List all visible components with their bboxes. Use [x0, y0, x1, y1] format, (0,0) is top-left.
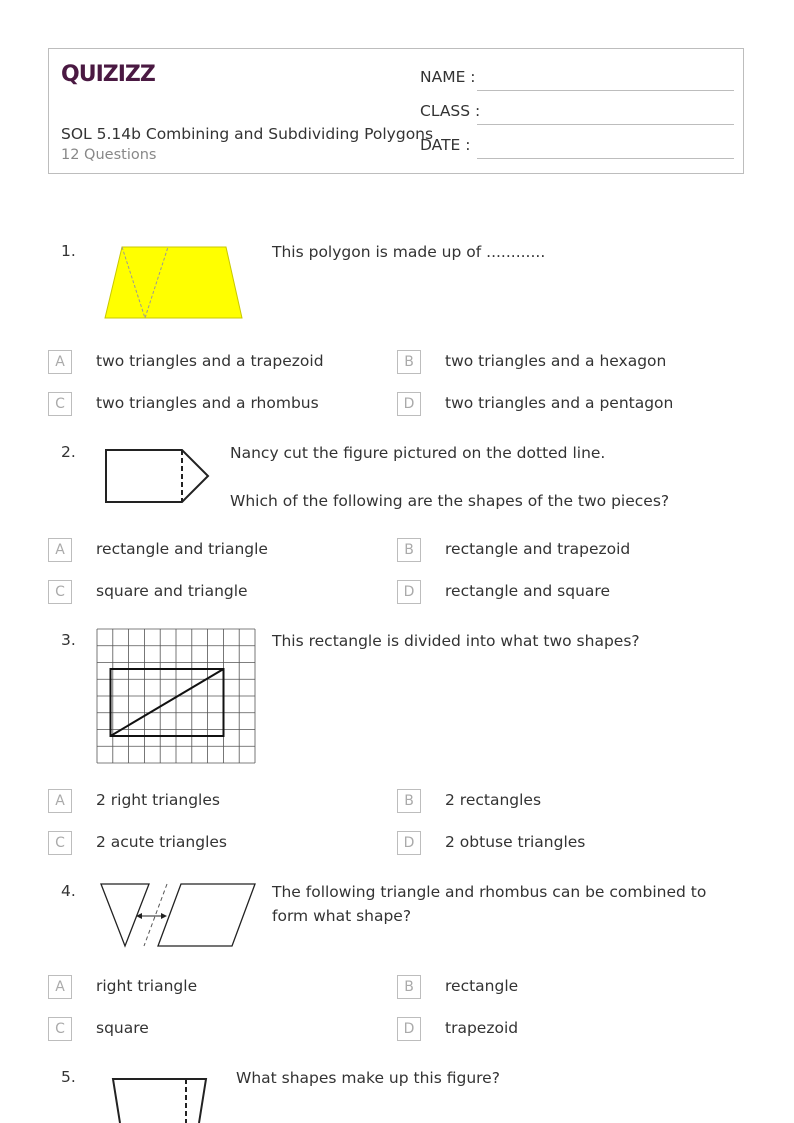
trapezoid-figure	[104, 246, 244, 320]
option-letter[interactable]: D	[397, 1017, 421, 1041]
option-text[interactable]: rectangle and triangle	[96, 540, 268, 558]
name-label: NAME :	[420, 68, 476, 86]
option-text[interactable]: trapezoid	[445, 1019, 519, 1037]
trapezoid-figure-5	[110, 1076, 210, 1123]
option-text[interactable]: two triangles and a trapezoid	[96, 352, 324, 370]
option-text[interactable]: rectangle and trapezoid	[445, 540, 631, 558]
question-number: 4.	[61, 882, 76, 900]
option-letter[interactable]: C	[48, 1017, 72, 1041]
question-number: 1.	[61, 242, 76, 260]
option-letter[interactable]: D	[397, 392, 421, 416]
question-number: 2.	[61, 443, 76, 461]
question-text: Nancy cut the figure pictured on the dotted line.	[230, 444, 606, 462]
option-letter[interactable]: B	[397, 975, 421, 999]
option-letter[interactable]: A	[48, 789, 72, 813]
option-text[interactable]: two triangles and a pentagon	[445, 394, 674, 412]
svg-text:QUIZIZZ: QUIZIZZ	[61, 62, 155, 87]
question-number: 5.	[61, 1068, 76, 1086]
option-letter[interactable]: B	[397, 789, 421, 813]
question-text: This polygon is made up of ............	[272, 243, 546, 261]
worksheet-title: SOL 5.14b Combining and Subdividing Polygons	[61, 125, 434, 143]
option-text[interactable]: 2 rectangles	[445, 791, 542, 809]
option-letter[interactable]: C	[48, 831, 72, 855]
date-field[interactable]	[420, 136, 734, 160]
date-label: DATE :	[420, 136, 471, 154]
option-text[interactable]: two triangles and a rhombus	[96, 394, 319, 412]
name-line	[477, 90, 734, 91]
option-letter[interactable]: B	[397, 538, 421, 562]
name-field[interactable]	[420, 68, 734, 92]
option-text[interactable]: 2 right triangles	[96, 791, 220, 809]
option-letter[interactable]: C	[48, 392, 72, 416]
option-letter[interactable]: B	[397, 350, 421, 374]
option-text[interactable]: rectangle and square	[445, 582, 610, 600]
worksheet-header	[48, 48, 744, 174]
class-line	[477, 124, 734, 125]
quizizz-logo	[61, 59, 161, 87]
question-count: 12 Questions	[61, 147, 157, 163]
question-number: 3.	[61, 631, 76, 649]
option-text[interactable]: 2 obtuse triangles	[445, 833, 586, 851]
option-text[interactable]: square	[96, 1019, 149, 1037]
option-text[interactable]: square and triangle	[96, 582, 248, 600]
option-letter[interactable]: A	[48, 975, 72, 999]
option-text[interactable]: rectangle	[445, 977, 519, 995]
option-text[interactable]: two triangles and a hexagon	[445, 352, 667, 370]
triangle-rhombus-figure	[98, 882, 258, 950]
option-text[interactable]: right triangle	[96, 977, 198, 995]
question-text: The following triangle and rhombus can be combined to form what shape?	[272, 883, 707, 925]
option-letter[interactable]: D	[397, 580, 421, 604]
option-text[interactable]: 2 acute triangles	[96, 833, 228, 851]
class-label: CLASS :	[420, 102, 481, 120]
question-text: This rectangle is divided into what two shapes?	[272, 632, 640, 650]
pentagon-figure	[104, 448, 212, 506]
question-text: What shapes make up this figure?	[236, 1069, 500, 1087]
question-text-2: Which of the following are the shapes of the two pieces?	[230, 492, 670, 510]
option-letter[interactable]: A	[48, 350, 72, 374]
grid-rectangle-figure	[96, 628, 256, 764]
date-line	[477, 158, 734, 159]
option-letter[interactable]: C	[48, 580, 72, 604]
option-letter[interactable]: D	[397, 831, 421, 855]
class-field[interactable]	[420, 102, 734, 126]
option-letter[interactable]: A	[48, 538, 72, 562]
